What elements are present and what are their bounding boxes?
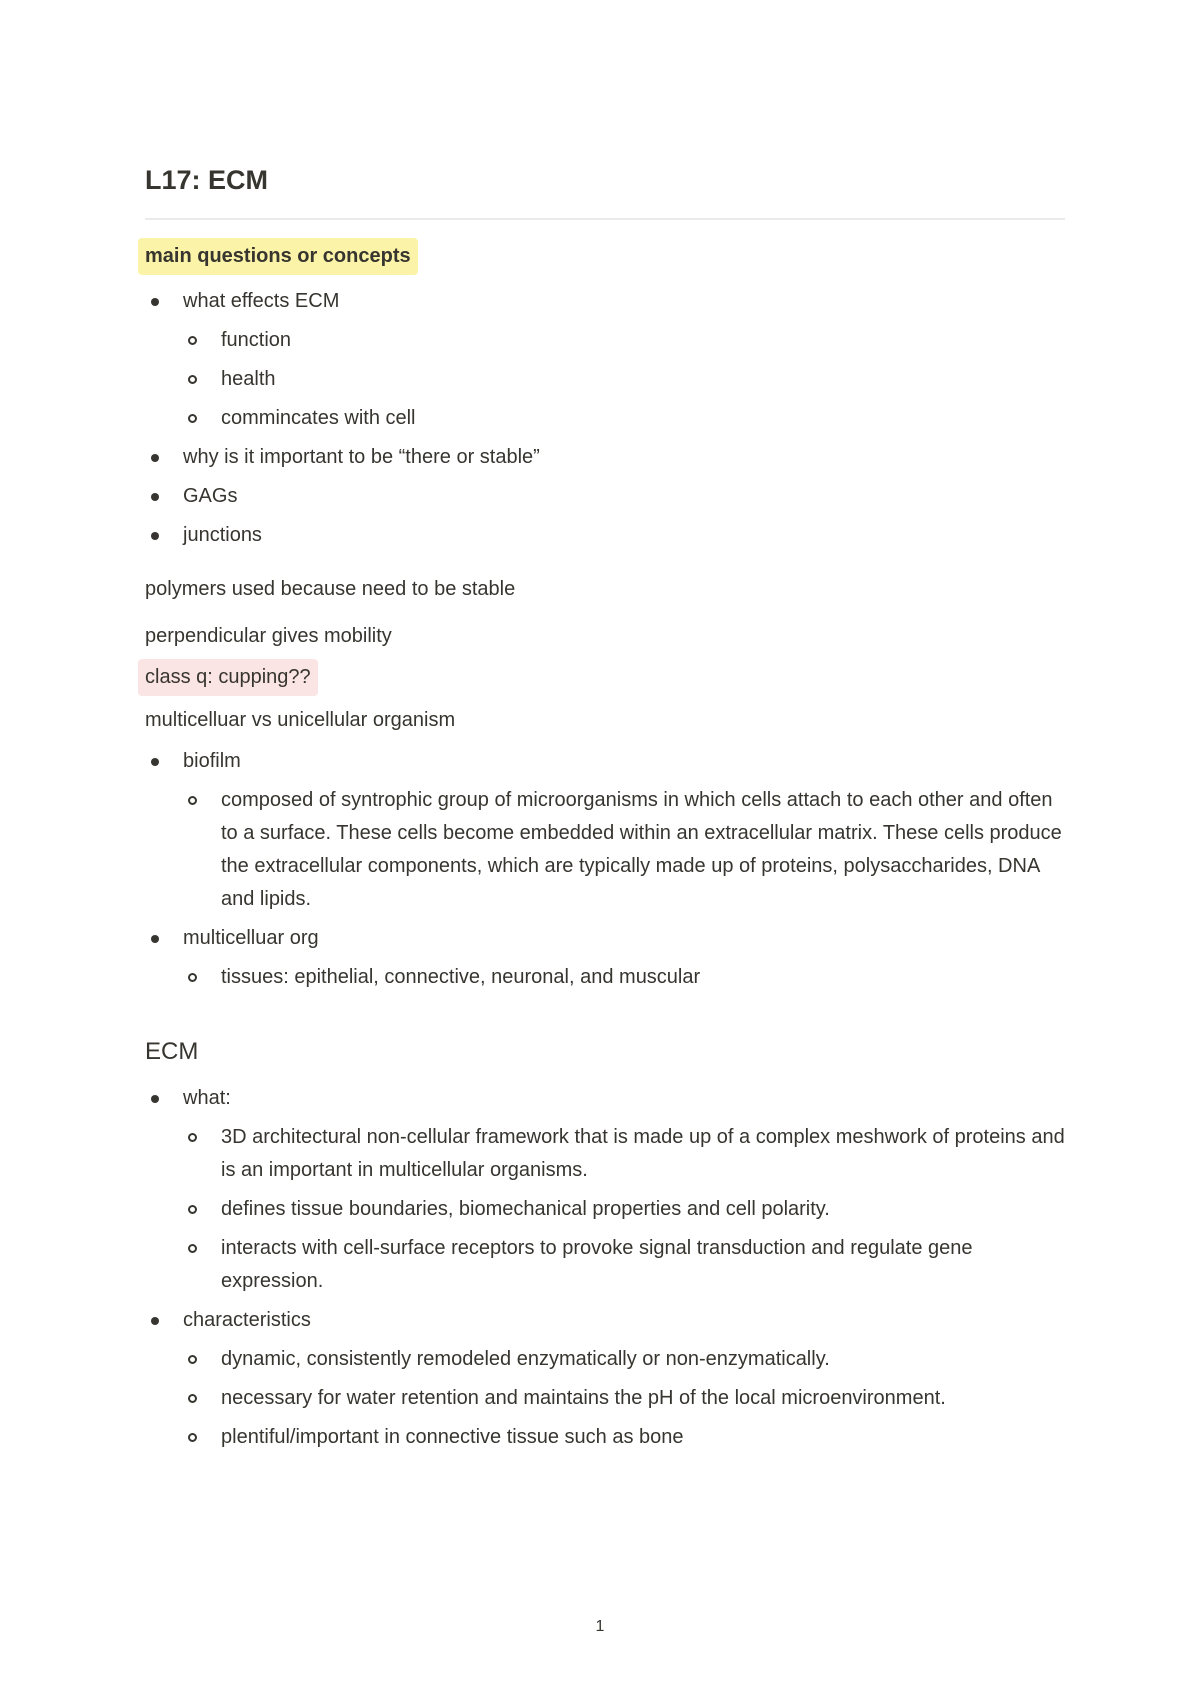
- sub-list-item: [183, 363, 1065, 396]
- sub-list-item: [183, 324, 1065, 357]
- list-item: [145, 1082, 1065, 1298]
- sub-list-item: [183, 784, 1065, 916]
- sub-list-item-text: plentiful/important in connective tissue such as bone: [221, 1426, 684, 1448]
- list-item: [145, 519, 1065, 552]
- sub-list-item: [183, 1232, 1065, 1298]
- page-title: L17: ECM: [145, 165, 269, 195]
- list-item: [145, 480, 1065, 513]
- list-item: [145, 441, 1065, 474]
- list-item: [145, 1304, 1065, 1454]
- sub-list-item: [183, 1382, 1065, 1415]
- list-item: [145, 922, 1065, 994]
- sub-list-item: [183, 402, 1065, 435]
- sub-list-item-text: necessary for water retention and maintains the pH of the local microenvironment.: [221, 1387, 946, 1409]
- list-item: [145, 745, 1065, 916]
- paragraph-multicellular: multicelluar vs unicellular organism: [145, 709, 456, 731]
- sub-list-item-text: health: [221, 368, 276, 390]
- sub-list: [183, 1343, 1065, 1454]
- section-heading-ecm: ECM: [145, 1038, 199, 1065]
- list-item-text: what:: [183, 1087, 231, 1109]
- list-item-text: GAGs: [183, 485, 238, 507]
- list-item-text: multicelluar org: [183, 927, 319, 949]
- sub-list: [183, 784, 1065, 916]
- sub-list: [183, 961, 1065, 994]
- page-number: 1: [595, 1618, 605, 1635]
- title-divider: [145, 218, 1065, 220]
- paragraph-perpendicular: perpendicular gives mobility: [145, 625, 392, 647]
- sub-list-item-text: commincates with cell: [221, 407, 416, 429]
- ecm-list: [145, 1082, 1065, 1454]
- sub-list-item-text: function: [221, 329, 292, 351]
- list-item-text: junctions: [183, 524, 262, 546]
- class-question-callout: class q: cupping??: [138, 659, 318, 696]
- main-questions-label: main questions or concepts: [138, 238, 418, 275]
- list-item-text: what effects ECM: [183, 290, 340, 312]
- sub-list: [183, 324, 1065, 435]
- sub-list-item: [183, 1421, 1065, 1454]
- sub-list-item-text: dynamic, consistently remodeled enzymatically or non-enzymatically.: [221, 1348, 830, 1370]
- sub-list-item-text: 3D architectural non-cellular framework that is made up of a complex meshwork of proteins and is an important in multicellular organisms.: [221, 1126, 1065, 1181]
- organism-list: [145, 745, 1065, 994]
- list-item-text: characteristics: [183, 1309, 311, 1331]
- sub-list-item-text: tissues: epithelial, connective, neuronal, and muscular: [221, 966, 701, 988]
- sub-list-item: [183, 961, 1065, 994]
- sub-list-item: [183, 1343, 1065, 1376]
- document-page: [145, 158, 1065, 1454]
- list-item-text: why is it important to be “there or stable”: [183, 446, 540, 468]
- sub-list-item: [183, 1193, 1065, 1226]
- sub-list: [183, 1121, 1065, 1298]
- list-item-text: biofilm: [183, 750, 241, 772]
- sub-list-item: [183, 1121, 1065, 1187]
- paragraph-polymers: polymers used because need to be stable: [145, 578, 516, 600]
- questions-list: [145, 285, 1065, 552]
- sub-list-item-text: interacts with cell-surface receptors to provoke signal transduction and regulate gene expression.: [221, 1237, 973, 1292]
- sub-list-item-text: composed of syntrophic group of microorganisms in which cells attach to each other and often to a surface. These cells become embedded within an extracellular matrix. These cells produce the extracellular components, which are typically made up of proteins, polysaccharides, DNA and lipids.: [221, 789, 1062, 910]
- sub-list-item-text: defines tissue boundaries, biomechanical properties and cell polarity.: [221, 1198, 830, 1220]
- list-item: [145, 285, 1065, 435]
